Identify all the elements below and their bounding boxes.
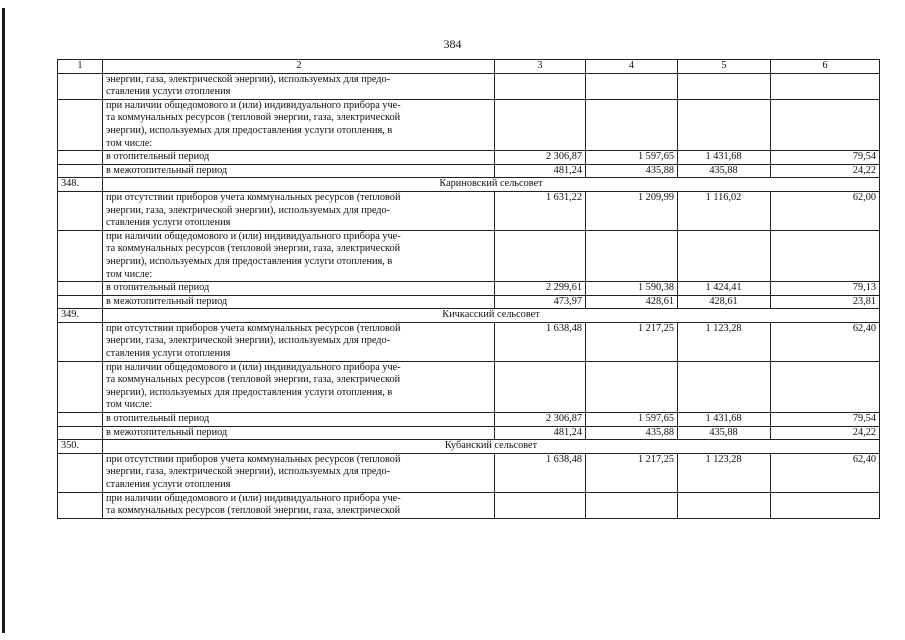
row-number-cell bbox=[58, 191, 103, 230]
table-row bbox=[58, 73, 880, 99]
row-number-cell bbox=[58, 99, 103, 150]
value-cell-col5: 1 123,28 bbox=[678, 322, 771, 361]
value-cell-col5: 428,61 bbox=[678, 295, 771, 309]
value-cell-col6: 62,00 bbox=[771, 191, 880, 230]
table-row bbox=[58, 191, 880, 230]
value-cell-col5 bbox=[678, 99, 771, 150]
value-cell-col6: 23,81 bbox=[771, 295, 880, 309]
row-number-cell bbox=[58, 164, 103, 178]
section-number: 349. bbox=[58, 309, 103, 323]
column-header-4: 4 bbox=[586, 60, 678, 74]
row-description-cell: в отопительный период bbox=[103, 282, 495, 296]
table-body bbox=[58, 60, 880, 519]
row-description-cell: в межотопительный период bbox=[103, 426, 495, 440]
value-cell-col6 bbox=[771, 230, 880, 281]
value-cell-col5 bbox=[678, 492, 771, 518]
table-row bbox=[58, 361, 880, 412]
value-cell-col5: 435,88 bbox=[678, 164, 771, 178]
table-row bbox=[58, 99, 880, 150]
value-cell-col6 bbox=[771, 361, 880, 412]
value-cell-col3: 1 638,48 bbox=[495, 322, 586, 361]
value-cell-col4 bbox=[586, 492, 678, 518]
value-cell-col4: 1 217,25 bbox=[586, 322, 678, 361]
value-cell-col4: 435,88 bbox=[586, 164, 678, 178]
row-description-cell: в межотопительный период bbox=[103, 295, 495, 309]
row-number-cell bbox=[58, 295, 103, 309]
value-cell-col6: 24,22 bbox=[771, 164, 880, 178]
value-cell-col4: 1 209,99 bbox=[586, 191, 678, 230]
row-number-cell bbox=[58, 413, 103, 427]
column-header-1: 1 bbox=[58, 60, 103, 74]
table-row bbox=[58, 295, 880, 309]
section-row bbox=[58, 178, 880, 192]
row-description-cell: при наличии общедомового и (или) индивидуального прибора уче- та коммунальных ресурсов (тепловой энергии, газа, электрической энергии), используемых для предоставления услуги отопления, в том числе: bbox=[103, 99, 495, 150]
row-description-cell: при наличии общедомового и (или) индивидуального прибора уче- та коммунальных ресурсов (тепловой энергии, газа, электрической bbox=[103, 492, 495, 518]
row-number-cell bbox=[58, 492, 103, 518]
row-number-cell bbox=[58, 426, 103, 440]
value-cell-col4: 1 597,65 bbox=[586, 151, 678, 165]
row-description-cell: при наличии общедомового и (или) индивидуального прибора уче- та коммунальных ресурсов (тепловой энергии, газа, электрической энергии), используемых для предоставления услуги отопления, в том числе: bbox=[103, 361, 495, 412]
row-description-cell: в отопительный период bbox=[103, 413, 495, 427]
value-cell-col4: 428,61 bbox=[586, 295, 678, 309]
section-title: Кичкасский сельсовет bbox=[103, 309, 880, 323]
value-cell-col3: 2 306,87 bbox=[495, 151, 586, 165]
value-cell-col6 bbox=[771, 73, 880, 99]
value-cell-col3: 1 631,22 bbox=[495, 191, 586, 230]
column-header-2: 2 bbox=[103, 60, 495, 74]
table-row bbox=[58, 164, 880, 178]
row-number-cell bbox=[58, 151, 103, 165]
column-header-6: 6 bbox=[771, 60, 880, 74]
row-description-cell: при отсутствии приборов учета коммунальных ресурсов (тепловой энергии, газа, электрической энергии), используемых для предо- ставления услуги отопления bbox=[103, 191, 495, 230]
value-cell-col3 bbox=[495, 73, 586, 99]
value-cell-col6: 24,22 bbox=[771, 426, 880, 440]
value-cell-col5: 435,88 bbox=[678, 426, 771, 440]
row-number-cell bbox=[58, 322, 103, 361]
section-number: 350. bbox=[58, 440, 103, 454]
value-cell-col3: 1 638,48 bbox=[495, 453, 586, 492]
value-cell-col5: 1 424,41 bbox=[678, 282, 771, 296]
value-cell-col6 bbox=[771, 99, 880, 150]
row-description-cell: в межотопительный период bbox=[103, 164, 495, 178]
value-cell-col4: 1 590,38 bbox=[586, 282, 678, 296]
value-cell-col4 bbox=[586, 361, 678, 412]
row-description-cell: при отсутствии приборов учета коммунальных ресурсов (тепловой энергии, газа, электрической энергии), используемых для предо- ставления услуги отопления bbox=[103, 453, 495, 492]
value-cell-col3: 2 306,87 bbox=[495, 413, 586, 427]
value-cell-col5: 1 123,28 bbox=[678, 453, 771, 492]
column-header-row bbox=[58, 60, 880, 74]
value-cell-col3: 481,24 bbox=[495, 164, 586, 178]
value-cell-col3 bbox=[495, 230, 586, 281]
section-number: 348. bbox=[58, 178, 103, 192]
section-row bbox=[58, 309, 880, 323]
row-number-cell bbox=[58, 73, 103, 99]
row-number-cell bbox=[58, 361, 103, 412]
value-cell-col3: 481,24 bbox=[495, 426, 586, 440]
value-cell-col6: 79,13 bbox=[771, 282, 880, 296]
value-cell-col5: 1 431,68 bbox=[678, 413, 771, 427]
value-cell-col6 bbox=[771, 492, 880, 518]
value-cell-col4: 435,88 bbox=[586, 426, 678, 440]
table-row bbox=[58, 426, 880, 440]
value-cell-col6: 62,40 bbox=[771, 453, 880, 492]
page-number: 384 bbox=[443, 37, 462, 51]
value-cell-col4 bbox=[586, 230, 678, 281]
section-title: Кариновский сельсовет bbox=[103, 178, 880, 192]
tariff-table bbox=[57, 59, 880, 519]
row-number-cell bbox=[58, 453, 103, 492]
table-row bbox=[58, 322, 880, 361]
section-title: Кубанский сельсовет bbox=[103, 440, 880, 454]
section-row bbox=[58, 440, 880, 454]
column-header-3: 3 bbox=[495, 60, 586, 74]
scan-edge-bar bbox=[2, 8, 5, 633]
value-cell-col3 bbox=[495, 361, 586, 412]
value-cell-col4: 1 217,25 bbox=[586, 453, 678, 492]
value-cell-col5: 1 431,68 bbox=[678, 151, 771, 165]
row-description-cell: в отопительный период bbox=[103, 151, 495, 165]
column-header-5: 5 bbox=[678, 60, 771, 74]
value-cell-col6: 62,40 bbox=[771, 322, 880, 361]
value-cell-col4 bbox=[586, 99, 678, 150]
value-cell-col5: 1 116,02 bbox=[678, 191, 771, 230]
value-cell-col4: 1 597,65 bbox=[586, 413, 678, 427]
value-cell-col5 bbox=[678, 361, 771, 412]
value-cell-col3 bbox=[495, 99, 586, 150]
table-row bbox=[58, 282, 880, 296]
table-row bbox=[58, 492, 880, 518]
row-number-cell bbox=[58, 230, 103, 281]
row-description-cell: при наличии общедомового и (или) индивидуального прибора уче- та коммунальных ресурсов (тепловой энергии, газа, электрической энергии), используемых для предоставления услуги отопления, в том числе: bbox=[103, 230, 495, 281]
row-number-cell bbox=[58, 282, 103, 296]
value-cell-col6: 79,54 bbox=[771, 151, 880, 165]
value-cell-col3: 473,97 bbox=[495, 295, 586, 309]
value-cell-col5 bbox=[678, 73, 771, 99]
value-cell-col3: 2 299,61 bbox=[495, 282, 586, 296]
table-row bbox=[58, 413, 880, 427]
table-row bbox=[58, 151, 880, 165]
value-cell-col4 bbox=[586, 73, 678, 99]
table-row bbox=[58, 230, 880, 281]
value-cell-col6: 79,54 bbox=[771, 413, 880, 427]
table-row bbox=[58, 453, 880, 492]
value-cell-col3 bbox=[495, 492, 586, 518]
value-cell-col5 bbox=[678, 230, 771, 281]
row-description-cell: энергии, газа, электрической энергии), используемых для предо- ставления услуги отопления bbox=[103, 73, 495, 99]
row-description-cell: при отсутствии приборов учета коммунальных ресурсов (тепловой энергии, газа, электрической энергии), используемых для предо- ставления услуги отопления bbox=[103, 322, 495, 361]
